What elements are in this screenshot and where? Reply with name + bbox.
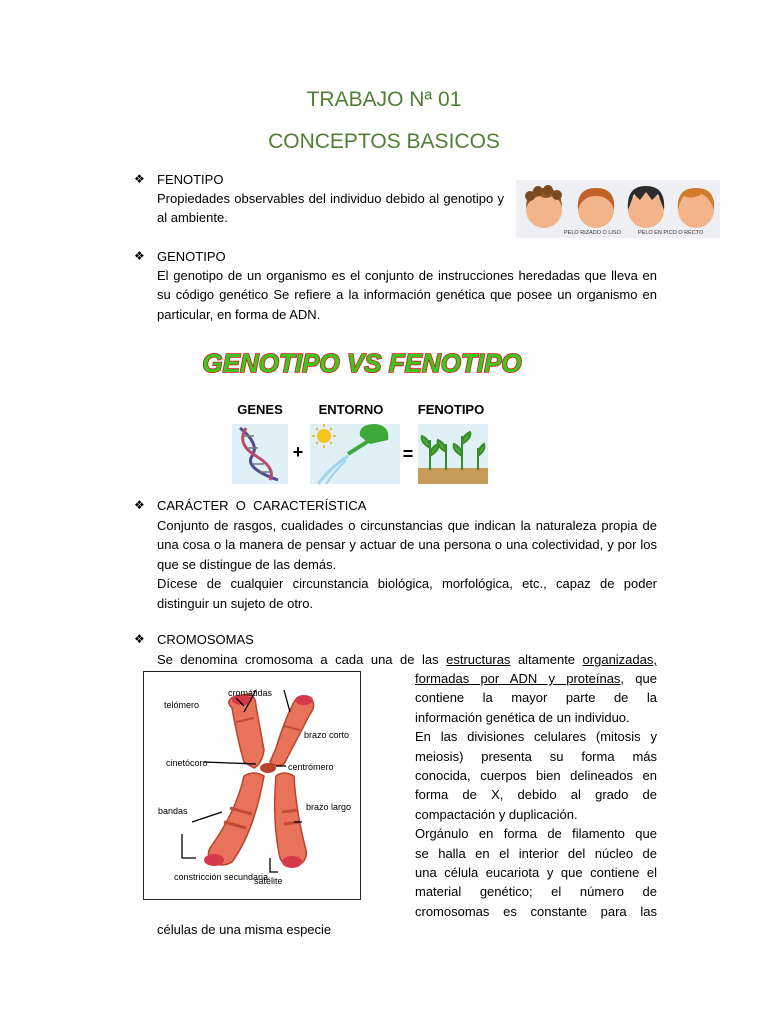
caracter-paragraph-1: Conjunto de rasgos, cualidades o circunstancias que indican la naturaleza propia de una cosa o la manera de pensar y actuar de una persona o una colectividad, y por los que se distingue de las demás.	[157, 518, 657, 572]
hair-types-illustration	[516, 180, 720, 238]
cromosomas-line: información genética de un individuo.	[415, 709, 630, 725]
plus-sign: +	[292, 442, 304, 462]
cromosomas-final-line: células de una misma especie	[157, 922, 332, 937]
label-satelite: satélite	[254, 876, 283, 886]
chromosome-shape	[204, 694, 314, 868]
text-genotipo: El genotipo de un organismo es el conjunto de instrucciones heredadas que lleva en su código genético Se refiere a la información genética que posee un organismo en particular, en forma de ADN.	[157, 268, 657, 322]
graphic-label-entorno: ENTORNO	[318, 402, 384, 417]
heading-cromosomas: CROMOSOMAS	[157, 632, 254, 647]
cromosomas-line: meiosis) presenta su forma más	[415, 748, 657, 764]
dna-panel	[232, 424, 288, 484]
graphic-label-genes: GENES	[237, 402, 283, 417]
cromosomas-line: compactación y duplicación.	[415, 806, 578, 822]
label-constriccion: constricción secundaria	[174, 872, 269, 882]
document-subtitle: CONCEPTOS BASICOS	[268, 130, 500, 153]
cromosomas-line: En las divisiones celulares (mitosis y	[415, 729, 657, 745]
cromosomas-line: una célula eucariota y que contiene el	[415, 865, 657, 881]
bullet-icon: ❖	[134, 632, 145, 646]
cromosomas-line: Orgánulo en forma de filamento que	[415, 826, 657, 842]
heading-caracter: CARÁCTER O CARACTERÍSTICA	[157, 498, 367, 513]
cromosomas-line: conocida, cuerpos bien delineados en	[415, 768, 657, 784]
label-bandas: bandas	[158, 806, 188, 816]
bullet-icon: ❖	[134, 498, 145, 512]
label-telomero: telómero	[164, 700, 200, 710]
genotype-phenotype-graphic	[202, 344, 522, 486]
caracter-paragraph-2: Dícese de cualquier circunstancia biológica, morfológica, etc., capaz de poder distinguir un sujeto de otro.	[157, 576, 657, 611]
cromosomas-line: forma de X, debido al grado de	[415, 787, 657, 803]
text-caracter	[157, 516, 657, 613]
heading-fenotipo: FENOTIPO	[157, 172, 224, 187]
cromosomas-line: cromosomas es constante para las	[415, 903, 657, 919]
chromosome-diagram	[143, 671, 361, 900]
bullet-icon: ❖	[134, 249, 145, 263]
link-estructuras[interactable]: estructuras	[446, 652, 511, 667]
graphic-banner: GENOTIPO VS FENOTIPO	[202, 348, 522, 378]
label-brazo-corto: brazo corto	[304, 730, 350, 740]
cromosomas-line: material genético; el número de	[415, 884, 657, 900]
equals-sign: =	[402, 444, 414, 464]
cromosomas-text: altamente	[510, 652, 583, 667]
cromosomas-text: Se denomina cromosoma a cada una de las	[157, 652, 447, 667]
link-organizadas[interactable]: organizadas,	[582, 652, 657, 667]
cromosomas-text: que	[624, 671, 657, 686]
document-title: TRABAJO Nª 01	[306, 88, 462, 111]
hair-label-left: PELO RIZADO O LISO	[564, 230, 621, 236]
cromosomas-line: se halla en el interior del núcleo de	[415, 845, 657, 861]
label-cromatidas: cromátidas	[228, 688, 273, 698]
label-brazo-largo: brazo largo	[306, 802, 352, 812]
link-formadas[interactable]: formadas por ADN y proteínas,	[415, 671, 625, 686]
cromosomas-line: contiene la mayor parte de la	[415, 690, 657, 706]
graphic-label-fenotipo: FENOTIPO	[417, 402, 485, 417]
cromosomas-first-line	[157, 650, 657, 669]
hair-label-right: PELO EN PICO O RECTO	[638, 230, 704, 236]
hair-types-image	[516, 180, 720, 238]
bullet-icon: ❖	[134, 172, 145, 186]
cromosomas-side-text	[415, 669, 657, 921]
label-cinetocoro: cinetócoro	[166, 758, 208, 768]
text-fenotipo: Propiedades observables del individuo debido al genotipo y al ambiente.	[157, 191, 504, 226]
label-centromero: centrómero	[288, 762, 334, 772]
heading-genotipo: GENOTIPO	[157, 249, 226, 264]
